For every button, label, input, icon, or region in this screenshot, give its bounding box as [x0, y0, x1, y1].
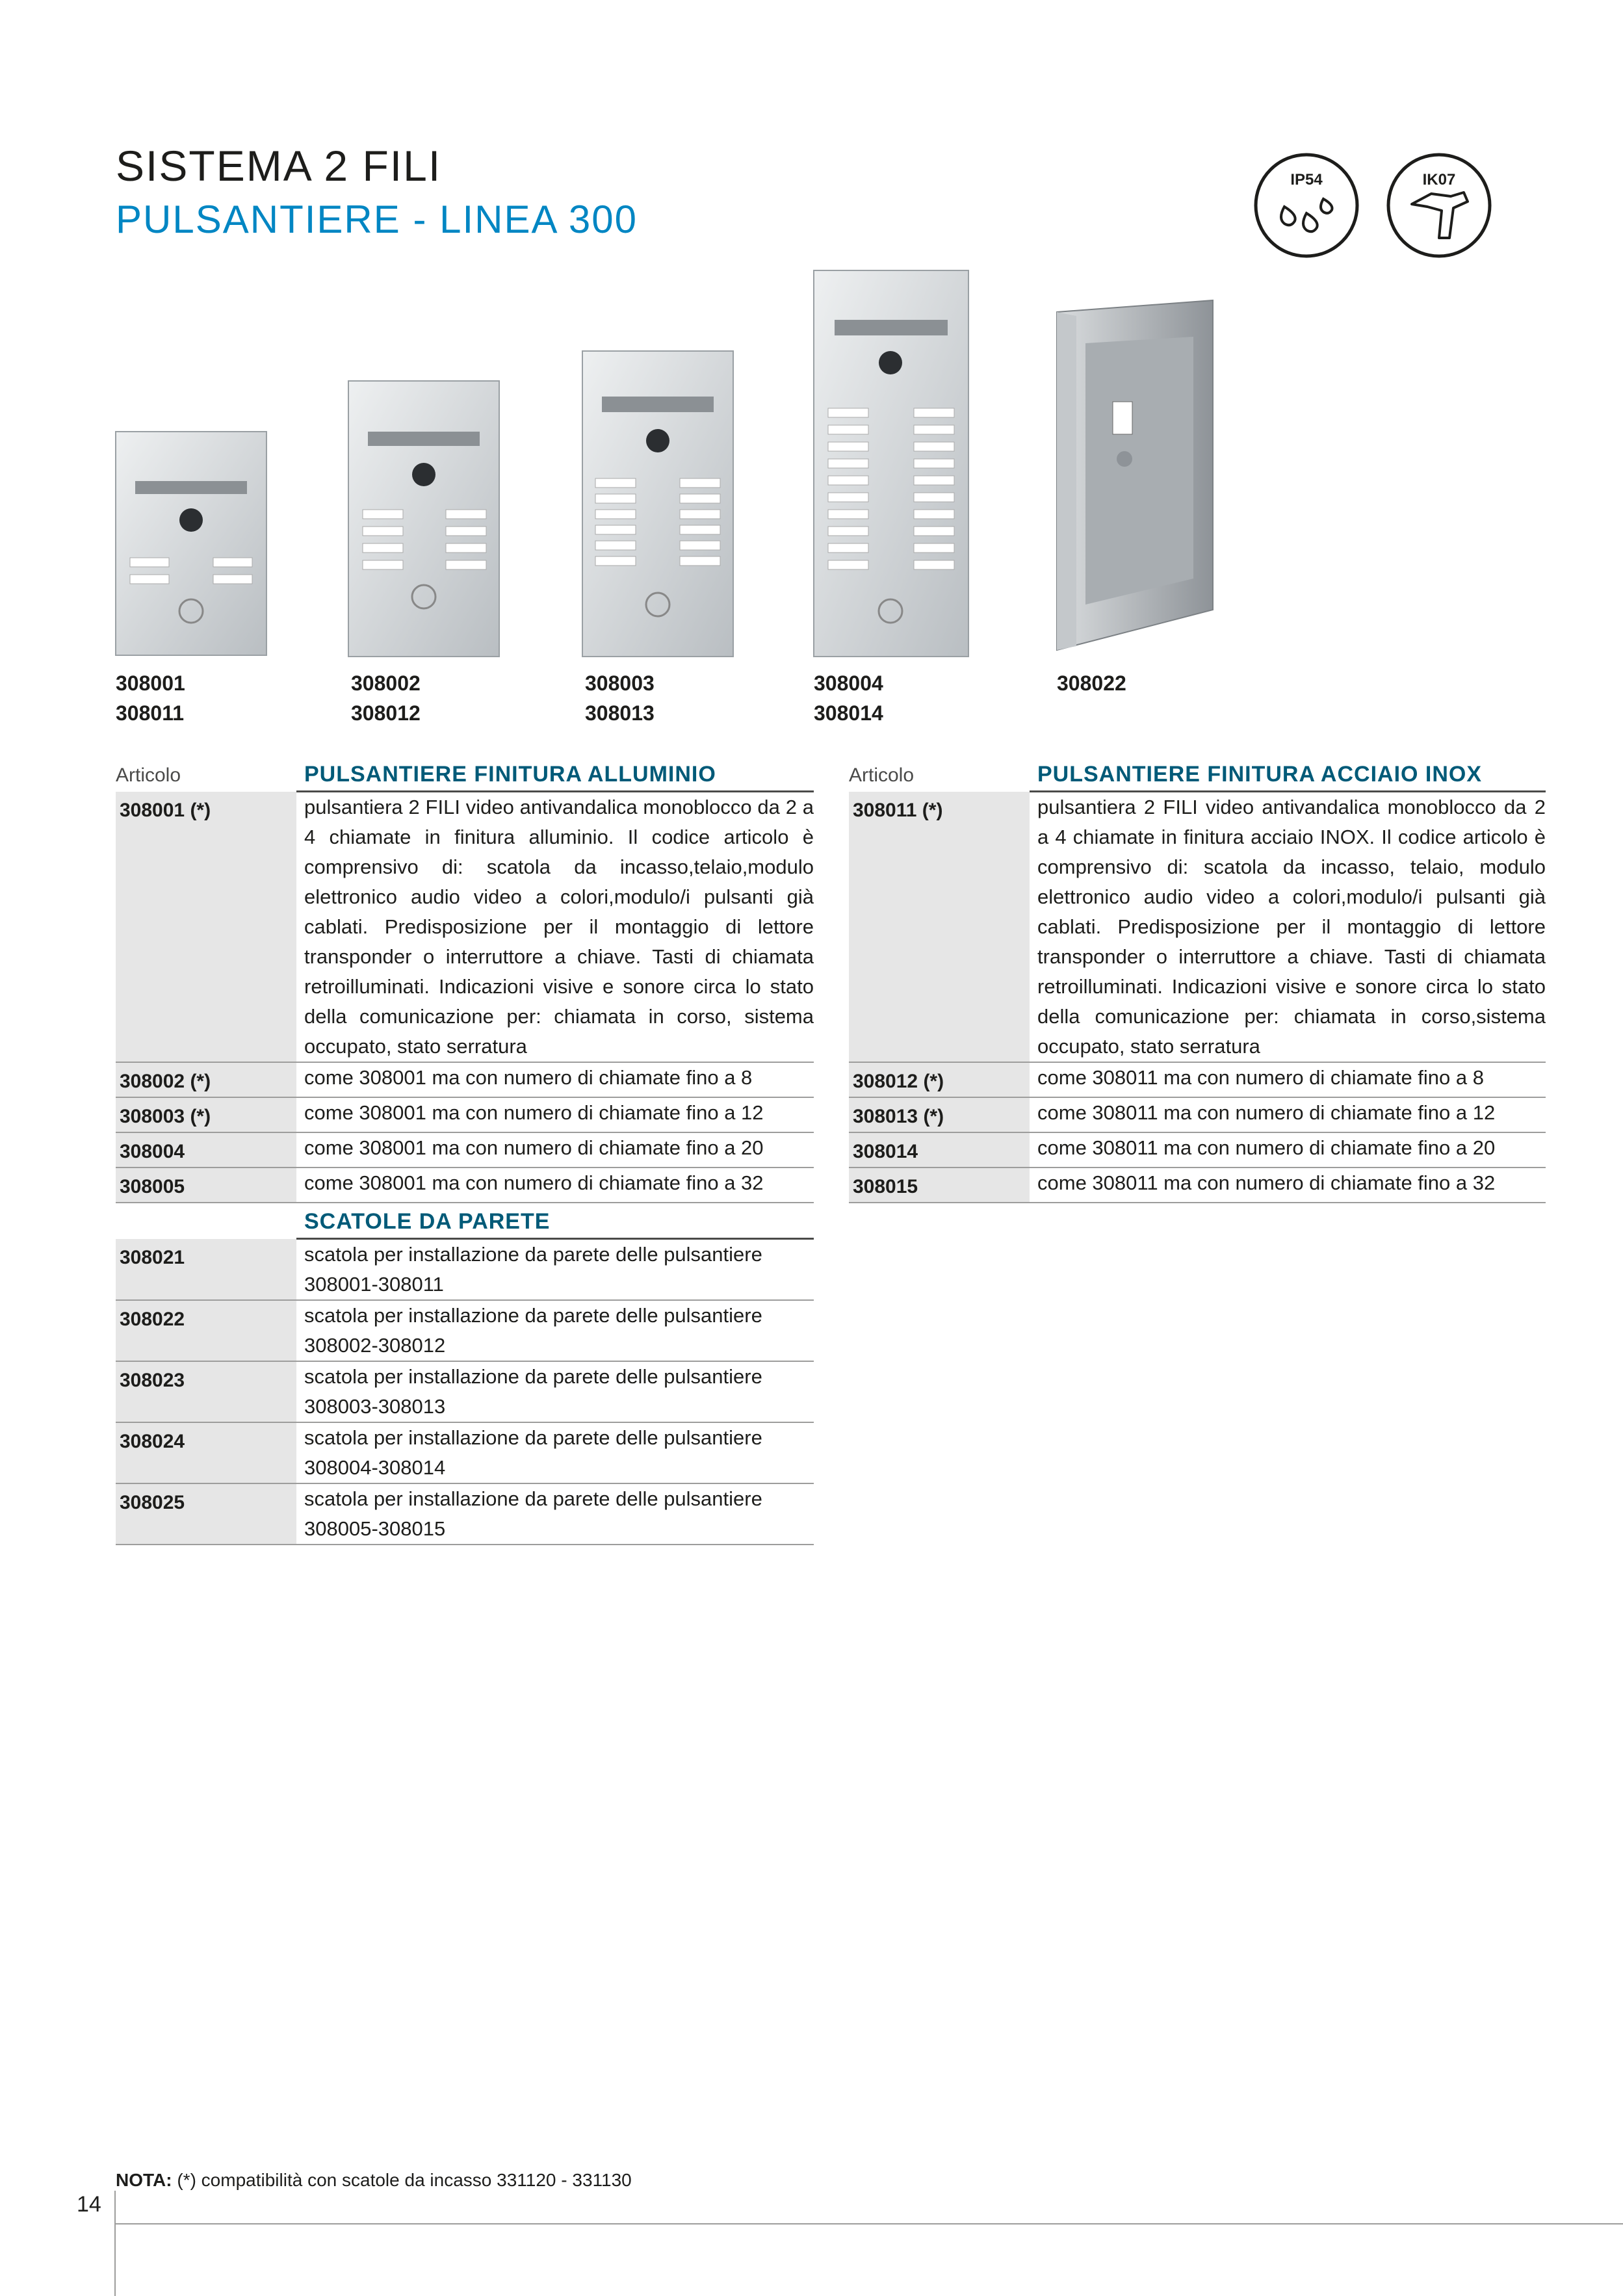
article-desc: come 308001 ma con numero di chiamate fino a 20 [296, 1132, 814, 1168]
article-code: 308022 [116, 1300, 296, 1361]
article-code: 308021 [116, 1239, 296, 1301]
product-codes-5 [1057, 668, 1126, 698]
article-code: 308013 (*) [849, 1097, 1030, 1132]
footer-vertical-rule [114, 2191, 116, 2296]
table-title: PULSANTIERE FINITURA ALLUMINIO [296, 759, 814, 792]
ik07-badge [1386, 152, 1492, 259]
table-row [849, 792, 1546, 1063]
article-code: 308011 (*) [849, 792, 1030, 1063]
page-title: SISTEMA 2 FILI [116, 142, 442, 190]
table-row [116, 1422, 814, 1483]
product-code: 308013 [585, 701, 655, 725]
article-column-label: Articolo [849, 764, 915, 786]
table-title: SCATOLE DA PARETE [296, 1207, 814, 1239]
article-code: 308004 [116, 1132, 296, 1168]
ik07-label: IK07 [1422, 171, 1456, 189]
product-code: 308022 [1057, 672, 1126, 695]
product-code: 308004 [814, 672, 883, 695]
product-images [110, 267, 1228, 663]
article-desc: scatola per installazione da parete delle pulsantiere 308001-308011 [296, 1239, 814, 1301]
product-codes-2 [351, 668, 421, 728]
article-desc: pulsantiera 2 FILI video antivandalica monoblocco da 2 a 4 chiamate in finitura alluminio. Il codice articolo è comprensivo di: scatola da incasso,telaio,modulo elettronico audio video a colori,modulo/i pulsanti già cablati. Predisposizione per il montaggio di lettore transponder o interruttore a chiave. Tasti di chiamata retroilluminati. Indicazioni visive e sonore circa lo stato della comunicazione per: chiamata in corso, sistema occupato, stato serratura [296, 792, 814, 1063]
table-scatole [116, 1207, 814, 1545]
product-codes-1 [116, 668, 185, 728]
ip54-badge [1253, 152, 1360, 259]
panel-308004-image [814, 270, 968, 657]
panel-308001-image [116, 432, 266, 655]
product-codes-3 [585, 668, 655, 728]
footnote [116, 2170, 632, 2191]
table-row [116, 792, 814, 1063]
article-desc: scatola per installazione da parete delle pulsantiere 308002-308012 [296, 1300, 814, 1361]
table-row [849, 1097, 1546, 1132]
footnote-label: NOTA: [116, 2170, 172, 2190]
table-row [849, 1132, 1546, 1168]
footnote-text: (*) compatibilità con scatole da incasso 331120 - 331130 [172, 2170, 632, 2190]
product-code: 308001 [116, 672, 185, 695]
product-codes-4 [814, 668, 883, 728]
table-alluminio [116, 759, 814, 1203]
article-desc: scatola per installazione da parete delle pulsantiere 308005-308015 [296, 1483, 814, 1545]
product-code: 308003 [585, 672, 655, 695]
panel-308003-image [582, 351, 733, 657]
table-row [116, 1483, 814, 1545]
table-row [849, 1168, 1546, 1203]
article-desc: come 308001 ma con numero di chiamate fino a 32 [296, 1168, 814, 1203]
footer-horizontal-rule [114, 2223, 1623, 2224]
table-row [116, 1239, 814, 1301]
wall-box-308022-image [1057, 300, 1213, 650]
table-row [116, 1168, 814, 1203]
table-inox [849, 759, 1546, 1203]
article-code: 308025 [116, 1483, 296, 1545]
article-desc: come 308011 ma con numero di chiamate fino a 8 [1030, 1062, 1546, 1097]
ip54-label: IP54 [1290, 171, 1323, 189]
article-code: 308012 (*) [849, 1062, 1030, 1097]
panel-308002-image [348, 381, 499, 657]
table-row [849, 1062, 1546, 1097]
article-code: 308014 [849, 1132, 1030, 1168]
product-code: 308002 [351, 672, 421, 695]
table-title: PULSANTIERE FINITURA ACCIAIO INOX [1030, 759, 1546, 792]
article-desc: come 308001 ma con numero di chiamate fino a 12 [296, 1097, 814, 1132]
article-code: 308001 (*) [116, 792, 296, 1063]
article-code: 308005 [116, 1168, 296, 1203]
water-drops-icon [1253, 152, 1360, 259]
article-code: 308024 [116, 1422, 296, 1483]
article-code: 308003 (*) [116, 1097, 296, 1132]
product-code: 308012 [351, 701, 421, 725]
table-row [116, 1062, 814, 1097]
article-desc: come 308011 ma con numero di chiamate fino a 32 [1030, 1168, 1546, 1203]
article-code: 308015 [849, 1168, 1030, 1203]
hammer-icon [1386, 152, 1492, 259]
article-desc: come 308011 ma con numero di chiamate fino a 20 [1030, 1132, 1546, 1168]
table-row [116, 1097, 814, 1132]
article-column-label: Articolo [116, 764, 181, 786]
table-row [116, 1361, 814, 1422]
article-desc: come 308011 ma con numero di chiamate fino a 12 [1030, 1097, 1546, 1132]
page-number: 14 [77, 2192, 101, 2217]
article-code: 308023 [116, 1361, 296, 1422]
article-desc: come 308001 ma con numero di chiamate fino a 8 [296, 1062, 814, 1097]
article-desc: scatola per installazione da parete delle pulsantiere 308003-308013 [296, 1361, 814, 1422]
table-row [116, 1300, 814, 1361]
article-desc: pulsantiera 2 FILI video antivandalica monoblocco da 2 a 4 chiamate in finitura acciaio INOX. Il codice articolo è comprensivo di: scatola da incasso, telaio, modulo elettronico audio video a colori,modulo/i pulsanti già cablati. Predisposizione per il montaggio di lettore transponder o interruttore a chiave. Tasti di chiamata retroilluminati. Indicazioni visive e sonore circa lo stato della comunicazione per: chiamata in corso,sistema occupato, stato serratura [1030, 792, 1546, 1063]
article-code: 308002 (*) [116, 1062, 296, 1097]
product-code: 308014 [814, 701, 883, 725]
page-subtitle: PULSANTIERE - LINEA 300 [116, 198, 638, 241]
article-desc: scatola per installazione da parete delle pulsantiere 308004-308014 [296, 1422, 814, 1483]
product-code: 308011 [116, 701, 185, 725]
table-row [116, 1132, 814, 1168]
